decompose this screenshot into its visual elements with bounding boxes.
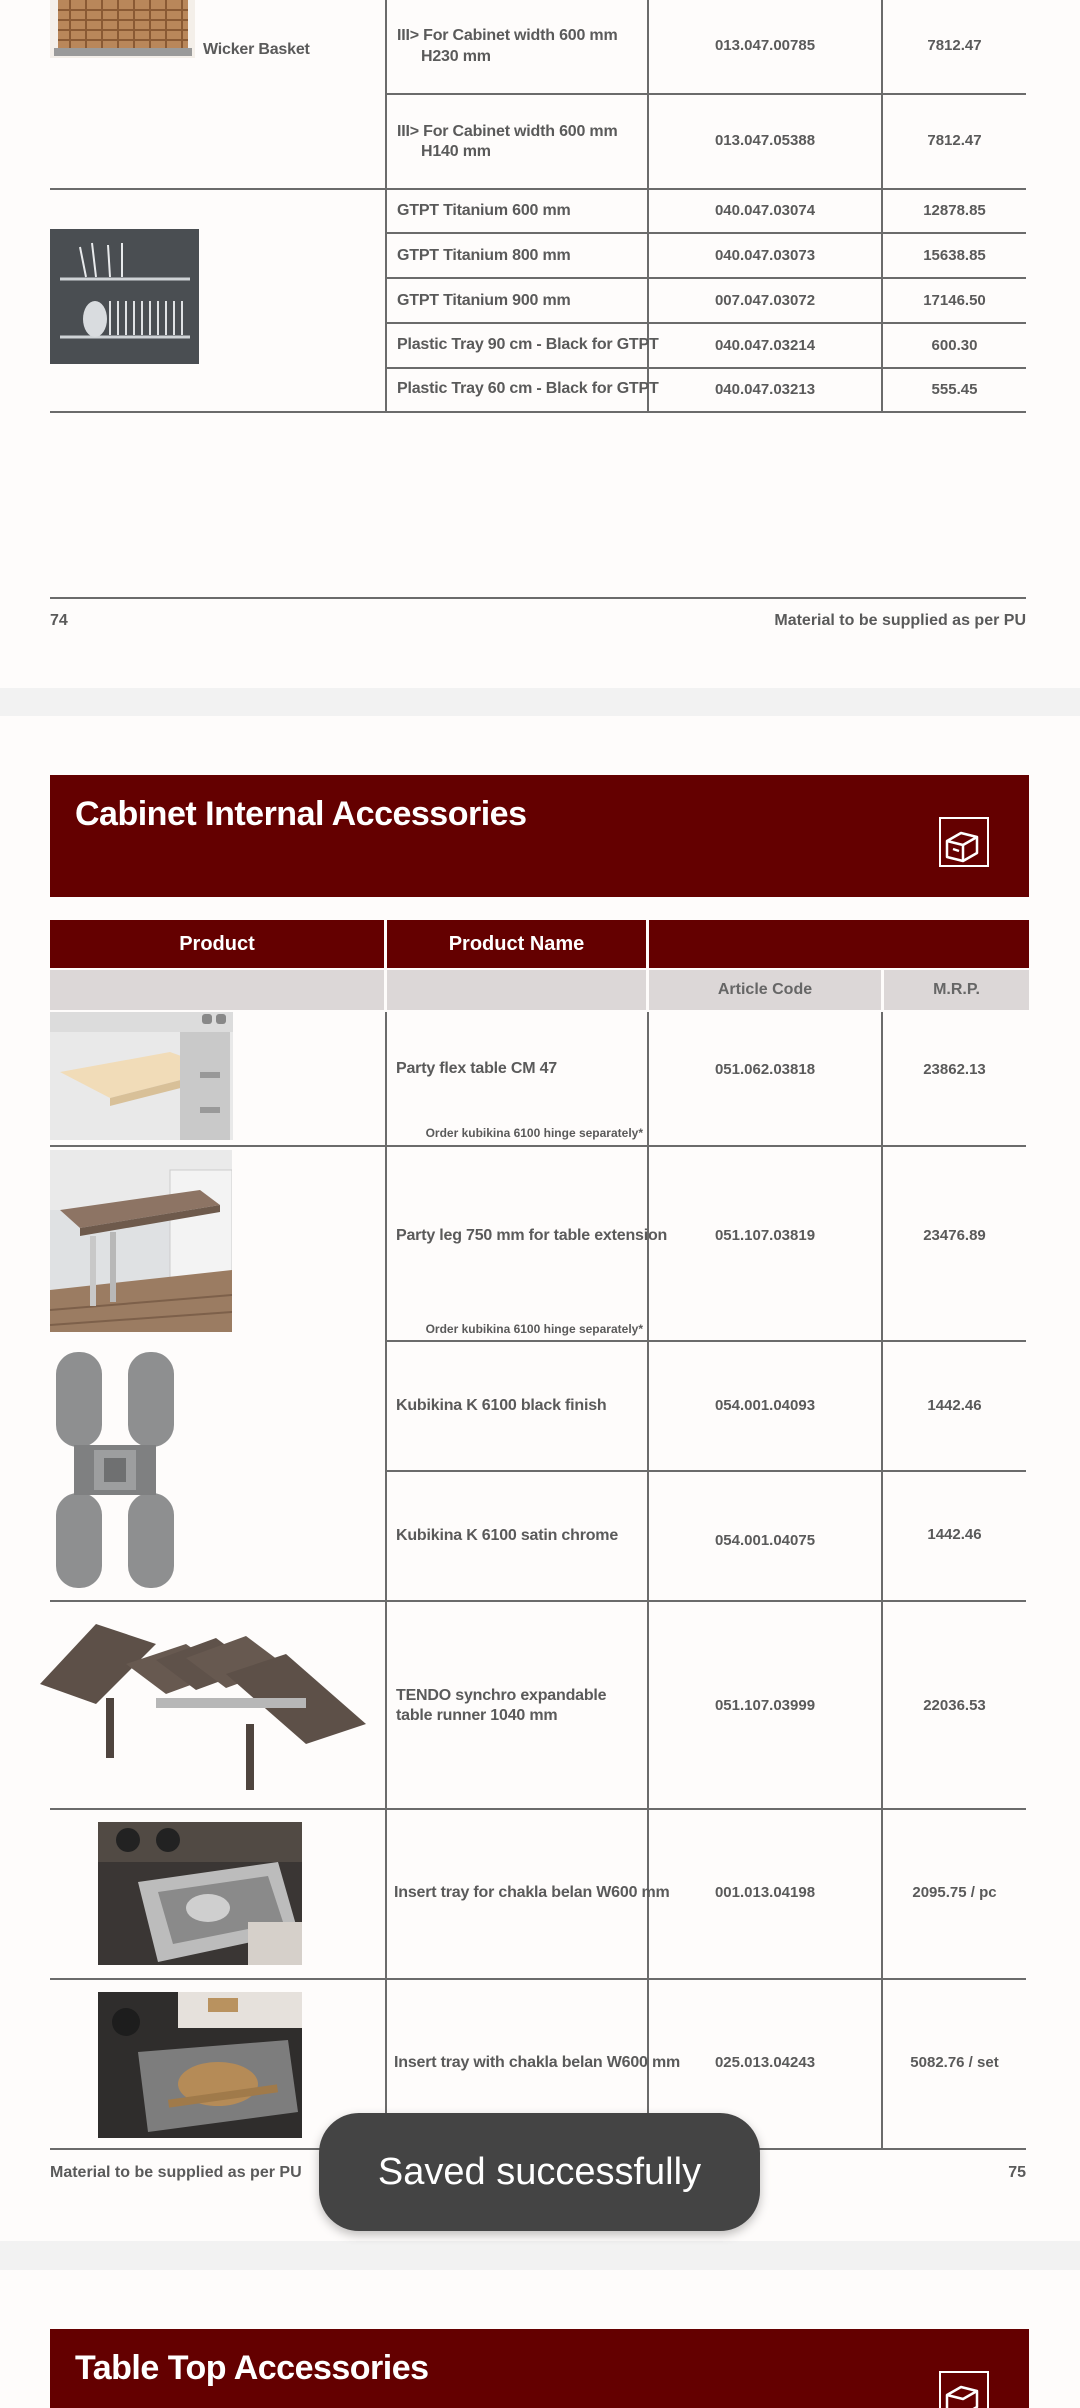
product-name: Insert tray with chakla belan W600 mm (394, 2054, 681, 2071)
banner-title: Table Top Accessories (75, 2349, 429, 2387)
product-name: Kubikina K 6100 satin chrome (396, 1527, 619, 1544)
row-divider (385, 367, 1026, 369)
article-code: 054.001.04075 (714, 1532, 816, 1549)
product-name-line2: H230 mm (421, 48, 491, 65)
row-divider (385, 93, 1026, 95)
drawer-icon (939, 2371, 989, 2408)
order-note: Order kubikina 6100 hinge separately* (425, 1126, 643, 1140)
kubikina-hinge-image (50, 1350, 180, 1590)
mrp-value: 23862.13 (923, 1061, 986, 1078)
article-code: 001.013.04198 (714, 1884, 816, 1901)
drawer-icon (939, 817, 989, 867)
product-name: Insert tray for chakla belan W600 mm (394, 1884, 670, 1901)
row-divider (50, 1600, 1026, 1602)
product-name: Plastic Tray 60 cm - Black for GTPT (397, 380, 659, 397)
product-name-line2: H140 mm (421, 143, 491, 160)
mrp-value: 22036.53 (923, 1697, 986, 1714)
wicker-basket-image (50, 0, 195, 58)
subheader-blank-1 (50, 970, 384, 1010)
footer-rule (50, 597, 1026, 599)
product-name: Party flex table CM 47 (396, 1060, 557, 1077)
mrp-value: 555.45 (931, 381, 978, 398)
catalog-page-75 (0, 716, 1080, 2241)
page-number: 74 (50, 612, 68, 629)
product-name: III> For Cabinet width 600 mm (397, 123, 618, 140)
mrp-value: 1442.46 (927, 1526, 982, 1543)
product-name: TENDO synchro expandable (396, 1687, 607, 1704)
article-code: 051.062.03818 (714, 1061, 816, 1078)
saved-toast: Saved successfully (319, 2113, 760, 2231)
row-divider (385, 1470, 1026, 1472)
subheader-blank-2 (387, 970, 646, 1010)
header-blank (649, 920, 1029, 968)
article-code: 040.047.03074 (714, 202, 816, 219)
article-code: 051.107.03999 (714, 1697, 816, 1714)
mrp-value: 600.30 (931, 337, 978, 354)
header-article-code: Article Code (649, 970, 881, 1010)
footer-note: Material to be supplied as per PU (774, 612, 1026, 629)
section-banner (50, 2329, 1029, 2408)
product-name: GTPT Titanium 600 mm (397, 202, 571, 219)
row-divider (50, 1978, 1026, 1980)
mrp-value: 12878.85 (923, 202, 986, 219)
party-flex-table-image (50, 1012, 233, 1140)
article-code: 051.107.03819 (714, 1227, 816, 1244)
catalog-page-74 (0, 0, 1080, 688)
row-divider (50, 188, 1026, 190)
article-code: 007.047.03072 (714, 292, 816, 309)
banner-title: Cabinet Internal Accessories (75, 795, 527, 833)
section-banner (50, 775, 1029, 897)
row-divider (385, 232, 1026, 234)
col-divider (385, 0, 387, 413)
row-divider (385, 322, 1026, 324)
tendo-table-runner-image (36, 1614, 370, 1794)
insert-tray-image (98, 1822, 302, 1965)
row-divider (50, 411, 1026, 413)
product-name: GTPT Titanium 800 mm (397, 247, 571, 264)
row-divider (50, 1808, 1026, 1810)
article-code: 054.001.04093 (714, 1397, 816, 1414)
row-divider (385, 277, 1026, 279)
party-leg-image (50, 1150, 232, 1332)
order-note: Order kubikina 6100 hinge separately* (425, 1322, 643, 1336)
mrp-value: 17146.50 (923, 292, 986, 309)
header-mrp: M.R.P. (884, 970, 1029, 1010)
header-product: Product (50, 920, 384, 968)
article-code: 040.047.03214 (714, 337, 816, 354)
page-number: 75 (1008, 2164, 1026, 2181)
article-code: 013.047.00785 (714, 37, 816, 54)
wicker-basket-label: Wicker Basket (203, 41, 310, 58)
product-name: GTPT Titanium 900 mm (397, 292, 571, 309)
product-name: Kubikina K 6100 black finish (396, 1397, 607, 1414)
product-name-line2: table runner 1040 mm (396, 1707, 558, 1724)
mrp-value: 15638.85 (923, 247, 986, 264)
header-product-name: Product Name (387, 920, 646, 968)
product-name: Party leg 750 mm for table extension (396, 1227, 668, 1244)
insert-tray-with-chakla-image (98, 1992, 302, 2138)
product-name: Plastic Tray 90 cm - Black for GTPT (397, 336, 659, 353)
glass-plate-rack-image (50, 229, 199, 364)
catalog-page-76 (0, 2270, 1080, 2408)
mrp-value: 5082.76 / set (910, 2054, 999, 2071)
footer-note: Material to be supplied as per PU (50, 2164, 302, 2181)
row-divider (50, 1145, 1026, 1147)
article-code: 040.047.03213 (714, 381, 816, 398)
mrp-value: 1442.46 (927, 1397, 982, 1414)
row-divider (385, 1340, 1026, 1342)
mrp-value: 7812.47 (927, 37, 982, 54)
mrp-value: 7812.47 (927, 132, 982, 149)
mrp-value: 2095.75 / pc (912, 1884, 997, 1901)
mrp-value: 23476.89 (923, 1227, 986, 1244)
article-code: 040.047.03073 (714, 247, 816, 264)
article-code: 013.047.05388 (714, 132, 816, 149)
product-name: III> For Cabinet width 600 mm (397, 27, 618, 44)
article-code: 025.013.04243 (714, 2054, 816, 2071)
